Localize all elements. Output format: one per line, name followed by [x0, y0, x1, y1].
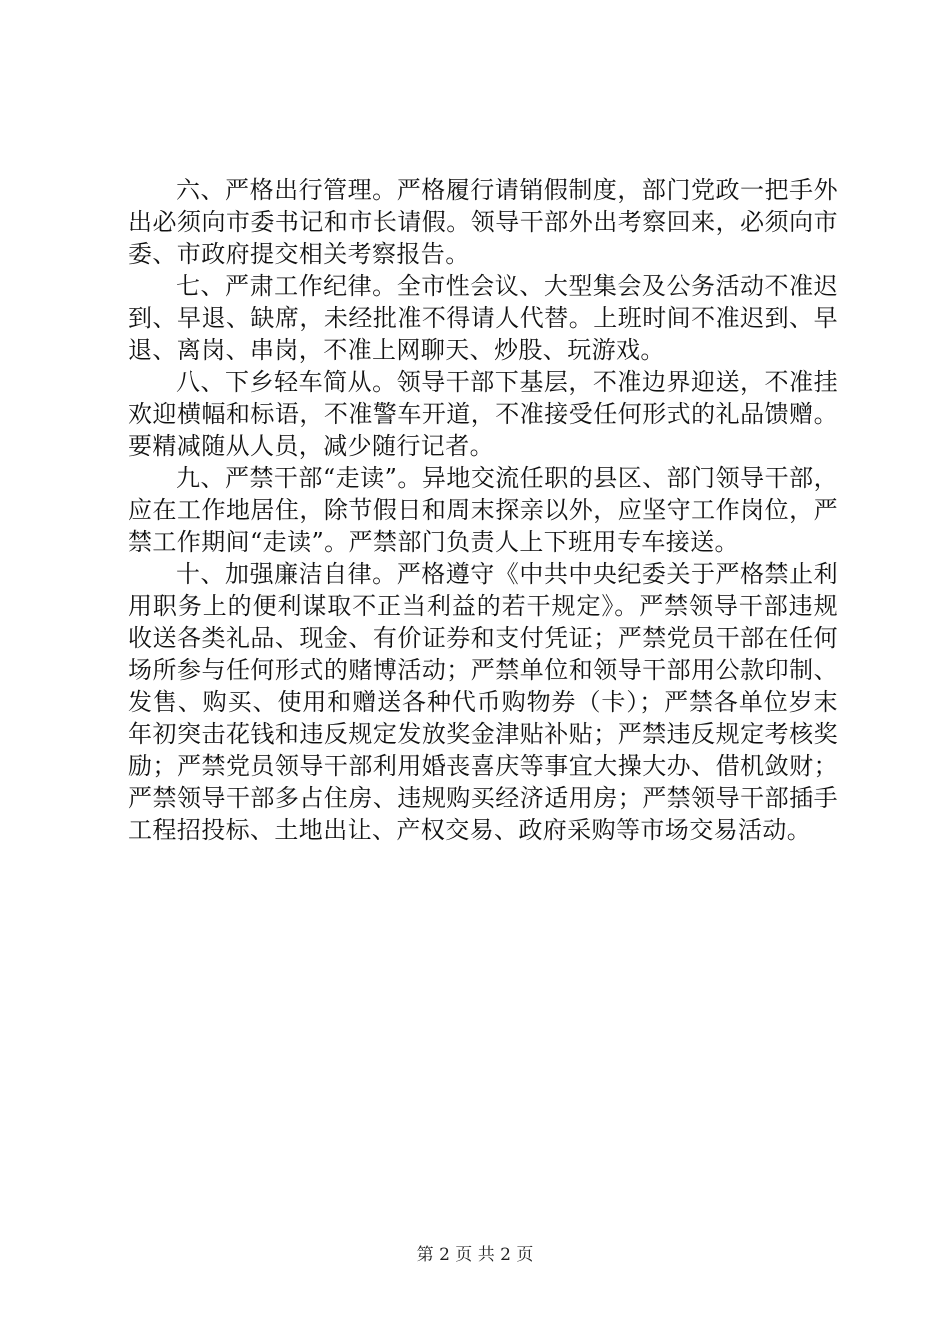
paragraph-6: 六、严格出行管理。严格履行请销假制度，部门党政一把手外出必须向市委书记和市长请假。领导干部外出考察回来，必须向市委、市政府提交相关考察报告。	[128, 176, 838, 268]
page-footer	[0, 1244, 950, 1266]
paragraph-9: 九、严禁干部“走读”。异地交流任职的县区、部门领导干部，应在工作地居住，除节假日和周末探亲以外，应坚守工作岗位，严禁工作期间“走读”。严禁部门负责人上下班用专车接送。	[128, 464, 838, 556]
document-body	[128, 174, 838, 846]
page-number-label: 第 2 页 共 2 页	[416, 1245, 534, 1265]
paragraph-8: 八、下乡轻车简从。领导干部下基层，不准边界迎送，不准挂欢迎横幅和标语，不准警车开道，不准接受任何形式的礼品馈赠。要精减随从人员，减少随行记者。	[128, 368, 838, 460]
paragraph-10: 十、加强廉洁自律。严格遵守《中共中央纪委关于严格禁止利用职务上的便利谋取不正当利益的若干规定》。严禁领导干部违规收送各类礼品、现金、有价证券和支付凭证；严禁党员干部在任何场所参与任何形式的赌博活动；严禁单位和领导干部用公款印制、发售、购买、使用和赠送各种代币购物券（卡）；严禁各单位岁末年初突击花钱和违反规定发放奖金津贴补贴；严禁违反规定考核奖励；严禁党员领导干部利用婚丧喜庆等事宜大操大办、借机敛财；严禁领导干部多占住房、违规购买经济适用房；严禁领导干部插手工程招投标、土地出让、产权交易、政府采购等市场交易活动。	[128, 560, 838, 844]
paragraph-7: 七、严肃工作纪律。全市性会议、大型集会及公务活动不准迟到、早退、缺席，未经批准不得请人代替。上班时间不准迟到、早退、离岗、串岗，不准上网聊天、炒股、玩游戏。	[128, 272, 838, 364]
